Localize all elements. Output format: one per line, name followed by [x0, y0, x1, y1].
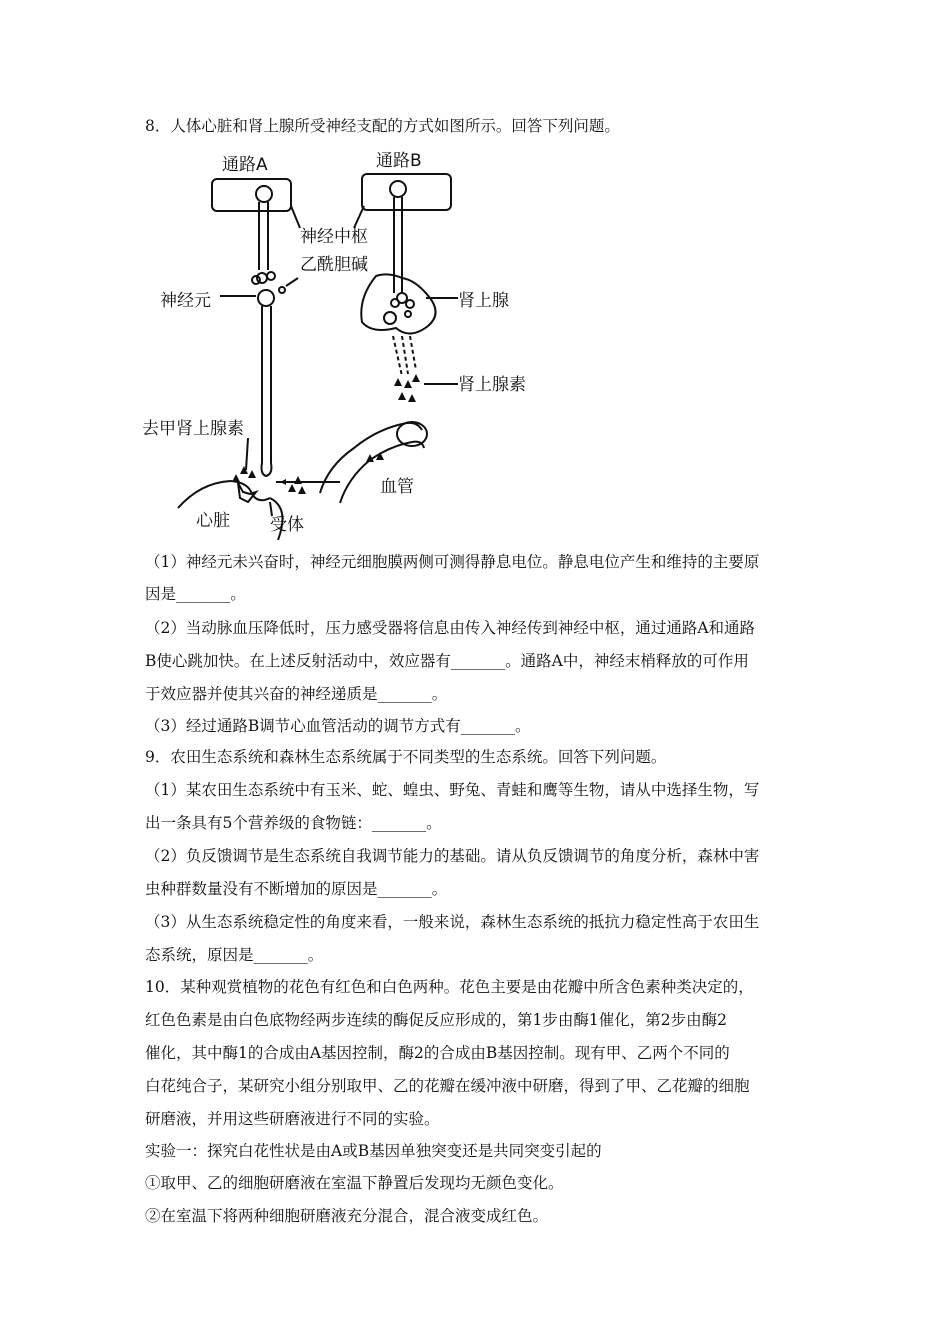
q8-stem: 8．人体心脏和肾上腺所受神经支配的方式如图所示。回答下列问题。 [145, 117, 620, 135]
q9-part1-line2: 出一条具有5个营养级的食物链：_______。 [145, 814, 442, 832]
label-path-a: 通路A [222, 155, 268, 175]
label-adrenaline: 肾上腺素 [458, 375, 526, 395]
q8-part2-line2: B使心跳加快。在上述反射活动中，效应器有_______。通路A中，神经末梢释放的可作用 [145, 652, 749, 670]
label-neuron: 神经元 [160, 291, 211, 311]
q9-part1-line1: （1）某农田生态系统中有玉米、蛇、蝗虫、野兔、青蛙和鹰等生物，请从中选择生物，写 [145, 781, 760, 799]
q10-step2: ②在室温下将两种细胞研磨液充分混合，混合液变成红色。 [145, 1207, 549, 1225]
q9-part2-line1: （2）负反馈调节是生态系统自我调节能力的基础。请从负反馈调节的角度分析，森林中害 [145, 847, 760, 865]
label-receptor: 受体 [270, 515, 304, 535]
nerve-diagram [140, 148, 540, 540]
q9-part3-line2: 态系统，原因是_______。 [145, 946, 324, 964]
q8-part1-line2: 因是_______。 [145, 585, 246, 603]
label-acetylcholine: 乙酰胆碱 [300, 255, 368, 275]
q8-part2-line3: 于效应器并使其兴奋的神经递质是_______。 [145, 685, 448, 703]
label-noradrenaline: 去甲肾上腺素 [142, 419, 244, 439]
label-adrenal-gland: 肾上腺 [458, 291, 509, 311]
q8-part3: （3）经过通路B调节心血管活动的调节方式有_______。 [145, 717, 531, 735]
label-blood-vessel: 血管 [380, 477, 414, 497]
label-nerve-center: 神经中枢 [300, 227, 368, 247]
q10-line2: 红色色素是由白色底物经两步连续的酶促反应形成的，第1步由酶1催化，第2步由酶2 [145, 1011, 727, 1029]
q10-line4: 白花纯合子，某研究小组分别取甲、乙的花瓣在缓冲液中研磨，得到了甲、乙花瓣的细胞 [145, 1077, 750, 1095]
q10-line3: 催化，其中酶1的合成由A基因控制，酶2的合成由B基因控制。现有甲、乙两个不同的 [145, 1044, 730, 1062]
label-path-b: 通路B [376, 151, 422, 171]
q9-part3-line1: （3）从生态系统稳定性的角度来看，一般来说，森林生态系统的抵抗力稳定性高于农田生 [145, 913, 760, 931]
label-heart: 心脏 [196, 511, 230, 531]
q9-stem: 9．农田生态系统和森林生态系统属于不同类型的生态系统。回答下列问题。 [145, 748, 667, 766]
q10-line5: 研磨液，并用这些研磨液进行不同的实验。 [145, 1110, 440, 1128]
q10-experiment1: 实验一：探究白花性状是由A或B基因单独突变还是共同突变引起的 [145, 1142, 602, 1160]
q9-part2-line2: 虫种群数量没有不断增加的原因是_______。 [145, 880, 448, 898]
q8-part1-line1: （1）神经元未兴奋时，神经元细胞膜两侧可测得静息电位。静息电位产生和维持的主要原 [145, 553, 760, 571]
q10-step1: ①取甲、乙的细胞研磨液在室温下静置后发现均无颜色变化。 [145, 1174, 564, 1192]
q8-part2-line1: （2）当动脉血压降低时，压力感受器将信息由传入神经传到神经中枢，通过通路A和通路 [145, 619, 756, 637]
q10-line1: 10．某种观赏植物的花色有红色和白色两种。花色主要是由花瓣中所含色素种类决定的， [145, 978, 754, 996]
